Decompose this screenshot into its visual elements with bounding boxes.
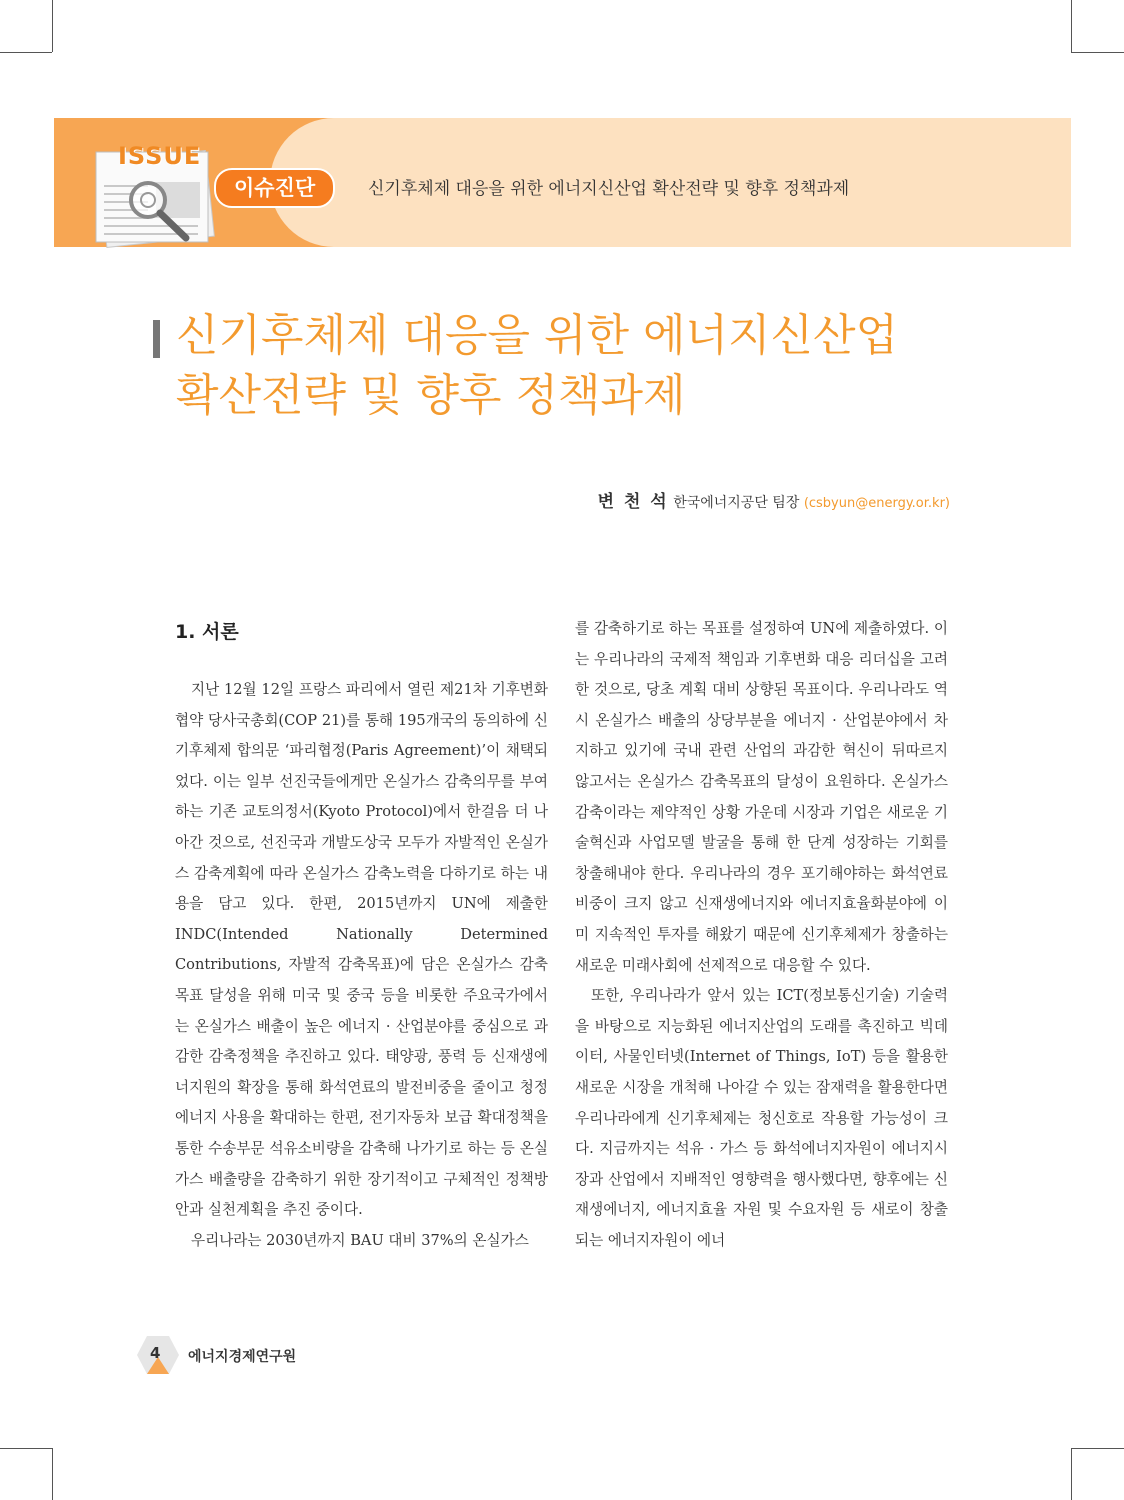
header-subtitle: 신기후체제 대응을 위한 에너지신산업 확산전략 및 향후 정책과제 bbox=[368, 179, 850, 199]
crop-mark-tr-v bbox=[1071, 0, 1072, 52]
crop-mark-br-h bbox=[1071, 1448, 1124, 1449]
crop-mark-bl-v bbox=[52, 1448, 53, 1500]
crop-mark-bl-h bbox=[0, 1448, 52, 1449]
author-line bbox=[598, 487, 950, 512]
article-title-line2: 확산전략 및 향후 정책과제 bbox=[176, 370, 686, 421]
crop-mark-tr-h bbox=[1071, 52, 1124, 53]
page-number: 4 bbox=[150, 1344, 161, 1362]
author-email: (csbyun@energy.or.kr) bbox=[803, 496, 950, 511]
body-paragraph: 또한, 우리나라가 앞서 있는 ICT(정보통신기술) 기술력을 바탕으로 지능화된 에너지산업의 도래를 촉진하고 빅데이터, 사물인터넷(Internet of Things, IoT) 등을 활용한 새로운 시장을 개척해 나아갈 수 있는 잠재력을 활용한다면 우리나라에게 신기후체제는 청신호로 작용할 가능성이 크다. 지금까지는 석유 · 가스 등 화석에너지자원이 에너지시장과 산업에서 지배적인 영향력을 행사했다면, 향후에는 신재생에너지, 에너지효율 자원 및 수요자원 등 새로이 창출되는 에너지자원이 에너 bbox=[575, 987, 948, 1249]
crop-mark-tl-h bbox=[0, 52, 52, 53]
crop-mark-br-v bbox=[1071, 1448, 1072, 1500]
title-bar bbox=[153, 320, 160, 358]
publisher-name: 에너지경제연구원 bbox=[188, 1349, 297, 1365]
body-paragraph: 지난 12월 12일 프랑스 파리에서 열린 제21차 기후변화협약 당사국총회(COP 21)를 통해 195개국의 동의하에 신기후체제 합의문 ‘파리협정(Paris Agreement)’이 채택되었다. 이는 일부 선진국들에게만 온실가스 감축의무를 부여하는 기존 교토의정서(Kyoto Protocol)에서 한걸음 더 나아간 것으로, 선진국과 개발도상국 모두가 자발적인 온실가스 감축계획에 따라 온실가스 감축노력을 다하기로 하는 내용을 담고 있다. 한편, 2015년까지 UN에 제출한 INDC(Intended Nationally Determined Contributions, 자발적 감축목표)에 담은 온실가스 감축목표 달성을 위해 미국 및 중국 등을 비롯한 주요국가에서는 온실가스 배출이 높은 에너지 · 산업분야를 중심으로 과감한 감축정책을 추진하고 있다. 태양광, 풍력 등 신재생에너지원의 확장을 통해 화석연료의 발전비중을 줄이고 청정에너지 사용을 확대하는 한편, 전기자동차 보급 확대정책을 통한 수송부문 석유소비량을 감축해 나가기로 하는 등 온실가스 배출량을 감축하기 위한 장기적이고 구체적인 정책방안과 실천계획을 추진 중이다. bbox=[175, 681, 548, 1219]
article-title bbox=[176, 306, 1026, 426]
section-heading: 1. 서론 bbox=[175, 621, 239, 643]
crop-mark-tl-v bbox=[52, 0, 53, 52]
body-column-right bbox=[575, 614, 948, 1256]
issue-badge: 이슈진단 bbox=[214, 168, 335, 208]
body-paragraph: 를 감축하기로 하는 목표를 설정하여 UN에 제출하였다. 이는 우리나라의 국제적 책임과 기후변화 대응 리더십을 고려한 것으로, 당초 계획 대비 상향된 목표이다. 우리나라도 역시 온실가스 배출의 상당부분을 에너지 · 산업분야에서 차지하고 있기에 국내 관련 산업의 과감한 혁신이 뒤따르지 않고서는 온실가스 감축목표의 달성이 요원하다. 온실가스 감축이라는 제약적인 상황 가운데 시장과 기업은 새로운 기술혁신과 사업모델 발굴을 통해 한 단계 성장하는 기회를 창출해내야 한다. 우리나라의 경우 포기해야하는 화석연료 비중이 크지 않고 신재생에너지와 에너지효율화분야에 이미 지속적인 투자를 해왔기 때문에 신기후체제가 창출하는 새로운 미래사회에 선제적으로 대응할 수 있다. bbox=[575, 620, 948, 974]
issue-logo-text: ISSUE bbox=[118, 142, 202, 170]
author-affiliation: 한국에너지공단 팀장 bbox=[673, 495, 800, 511]
article-title-line1: 신기후체제 대응을 위한 에너지신산업 bbox=[176, 310, 899, 361]
author-name: 변 천 석 bbox=[597, 492, 669, 512]
body-paragraph: 우리나라는 2030년까지 BAU 대비 37%의 온실가스 bbox=[191, 1231, 529, 1249]
body-column-left bbox=[175, 675, 548, 1256]
